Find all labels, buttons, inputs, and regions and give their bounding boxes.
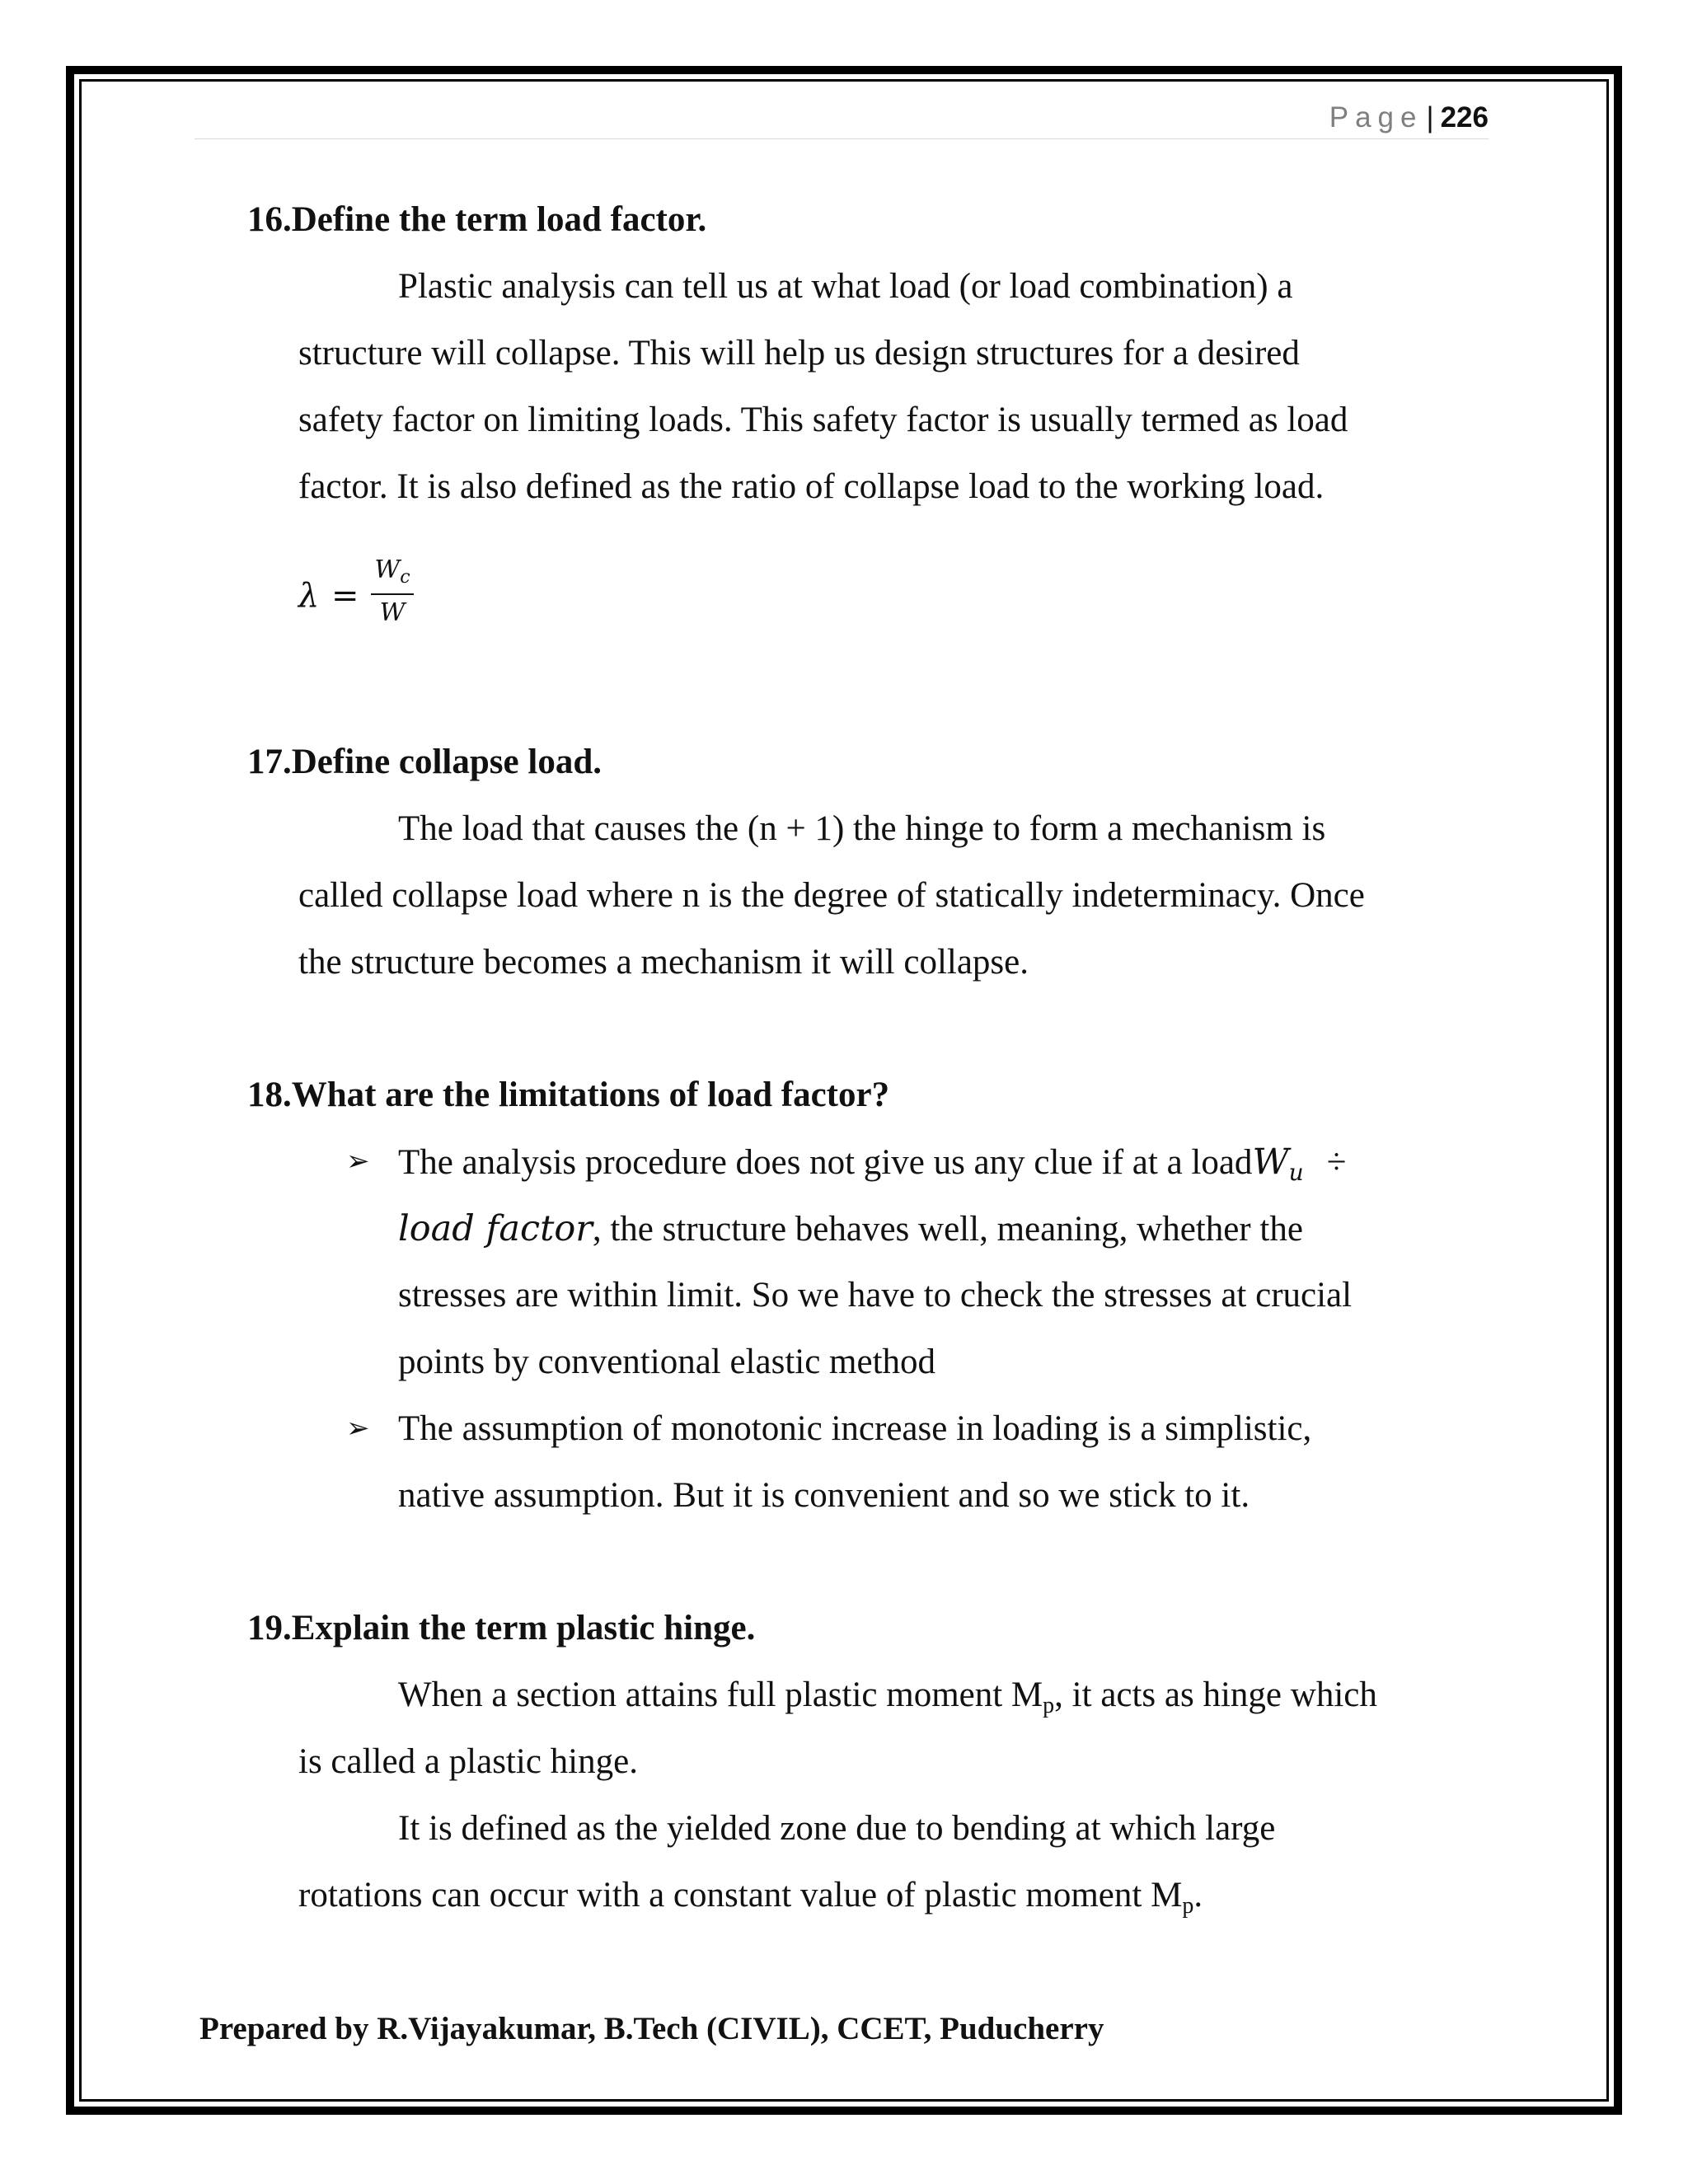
q18-bullet2-line-1: The assumption of monotonic increase in loading is a simplistic,: [398, 1409, 1312, 1448]
question-19-heading: 19.Explain the term plastic hinge.: [247, 1609, 756, 1647]
q19-para2-line-1: It is defined as the yielded zone due to bending at which large: [398, 1809, 1276, 1848]
q18-bullet1-line-3: stresses are within limit. So we have to check the stresses at crucial: [398, 1276, 1353, 1315]
q16-line-2: structure will collapse. This will help us design structures for a desired: [298, 334, 1300, 373]
q18-bullet1-line-1: The analysis procedure does not give us any clue if at a loadW$_u$ ÷: [398, 1141, 1347, 1186]
formula-lambda: λ: [298, 577, 320, 615]
q19-para2-line-2: rotations can occur with a constant value of plastic moment $M_p$.: [298, 1876, 1203, 1919]
formula-equals: =: [331, 577, 359, 615]
q17-line-3: the structure becomes a mechanism it will collapse.: [298, 943, 1029, 982]
load-factor-formula: [298, 554, 430, 636]
formula-fraction-bar: [371, 593, 414, 595]
q17-line-2: called collapse load where n is the degree of statically indeterminacy. Once: [298, 876, 1365, 915]
question-18-heading: 18.What are the limitations of load factor?: [247, 1076, 890, 1114]
formula-numerator: $W_c$: [374, 555, 410, 588]
q19-para1-line-2: is called a plastic hinge.: [298, 1742, 638, 1781]
q16-line-3: safety factor on limiting loads. This safety factor is usually termed as load: [298, 401, 1348, 439]
q18-bullet1-line-2: load factor, the structure behaves well, meaning, whether the: [398, 1208, 1303, 1249]
bullet-arrow-icon: ➢: [346, 1413, 370, 1444]
q18-bullet1-line-4: points by conventional elastic method: [398, 1343, 936, 1381]
page-separator: |: [1426, 101, 1434, 134]
q16-line-1: Plastic analysis can tell us at what load (or load combination) a: [398, 267, 1293, 306]
q19-para1-line-1: When a section attains full plastic moment $M_p$, it acts as hinge which: [398, 1675, 1377, 1718]
question-17-heading: 17.Define collapse load.: [247, 743, 602, 781]
formula-denominator: W: [379, 598, 406, 627]
q16-line-4: factor. It is also defined as the ratio of collapse load to the working load.: [298, 467, 1325, 506]
page-footer: Prepared by R.Vijayakumar, B.Tech (CIVIL), CCET, Puducherry: [199, 2011, 1104, 2046]
q17-line-1: The load that causes the (n + 1) the hinge to form a mechanism is: [398, 809, 1326, 848]
page-number: 226: [1440, 101, 1489, 134]
q18-bullet2-line-2: native assumption. But it is convenient and so we stick to it.: [398, 1476, 1250, 1515]
question-16-heading: 16.Define the term load factor.: [247, 200, 707, 239]
page-header: [195, 97, 1489, 139]
bullet-arrow-icon: ➢: [346, 1146, 370, 1177]
page-label: Page: [1329, 101, 1423, 134]
